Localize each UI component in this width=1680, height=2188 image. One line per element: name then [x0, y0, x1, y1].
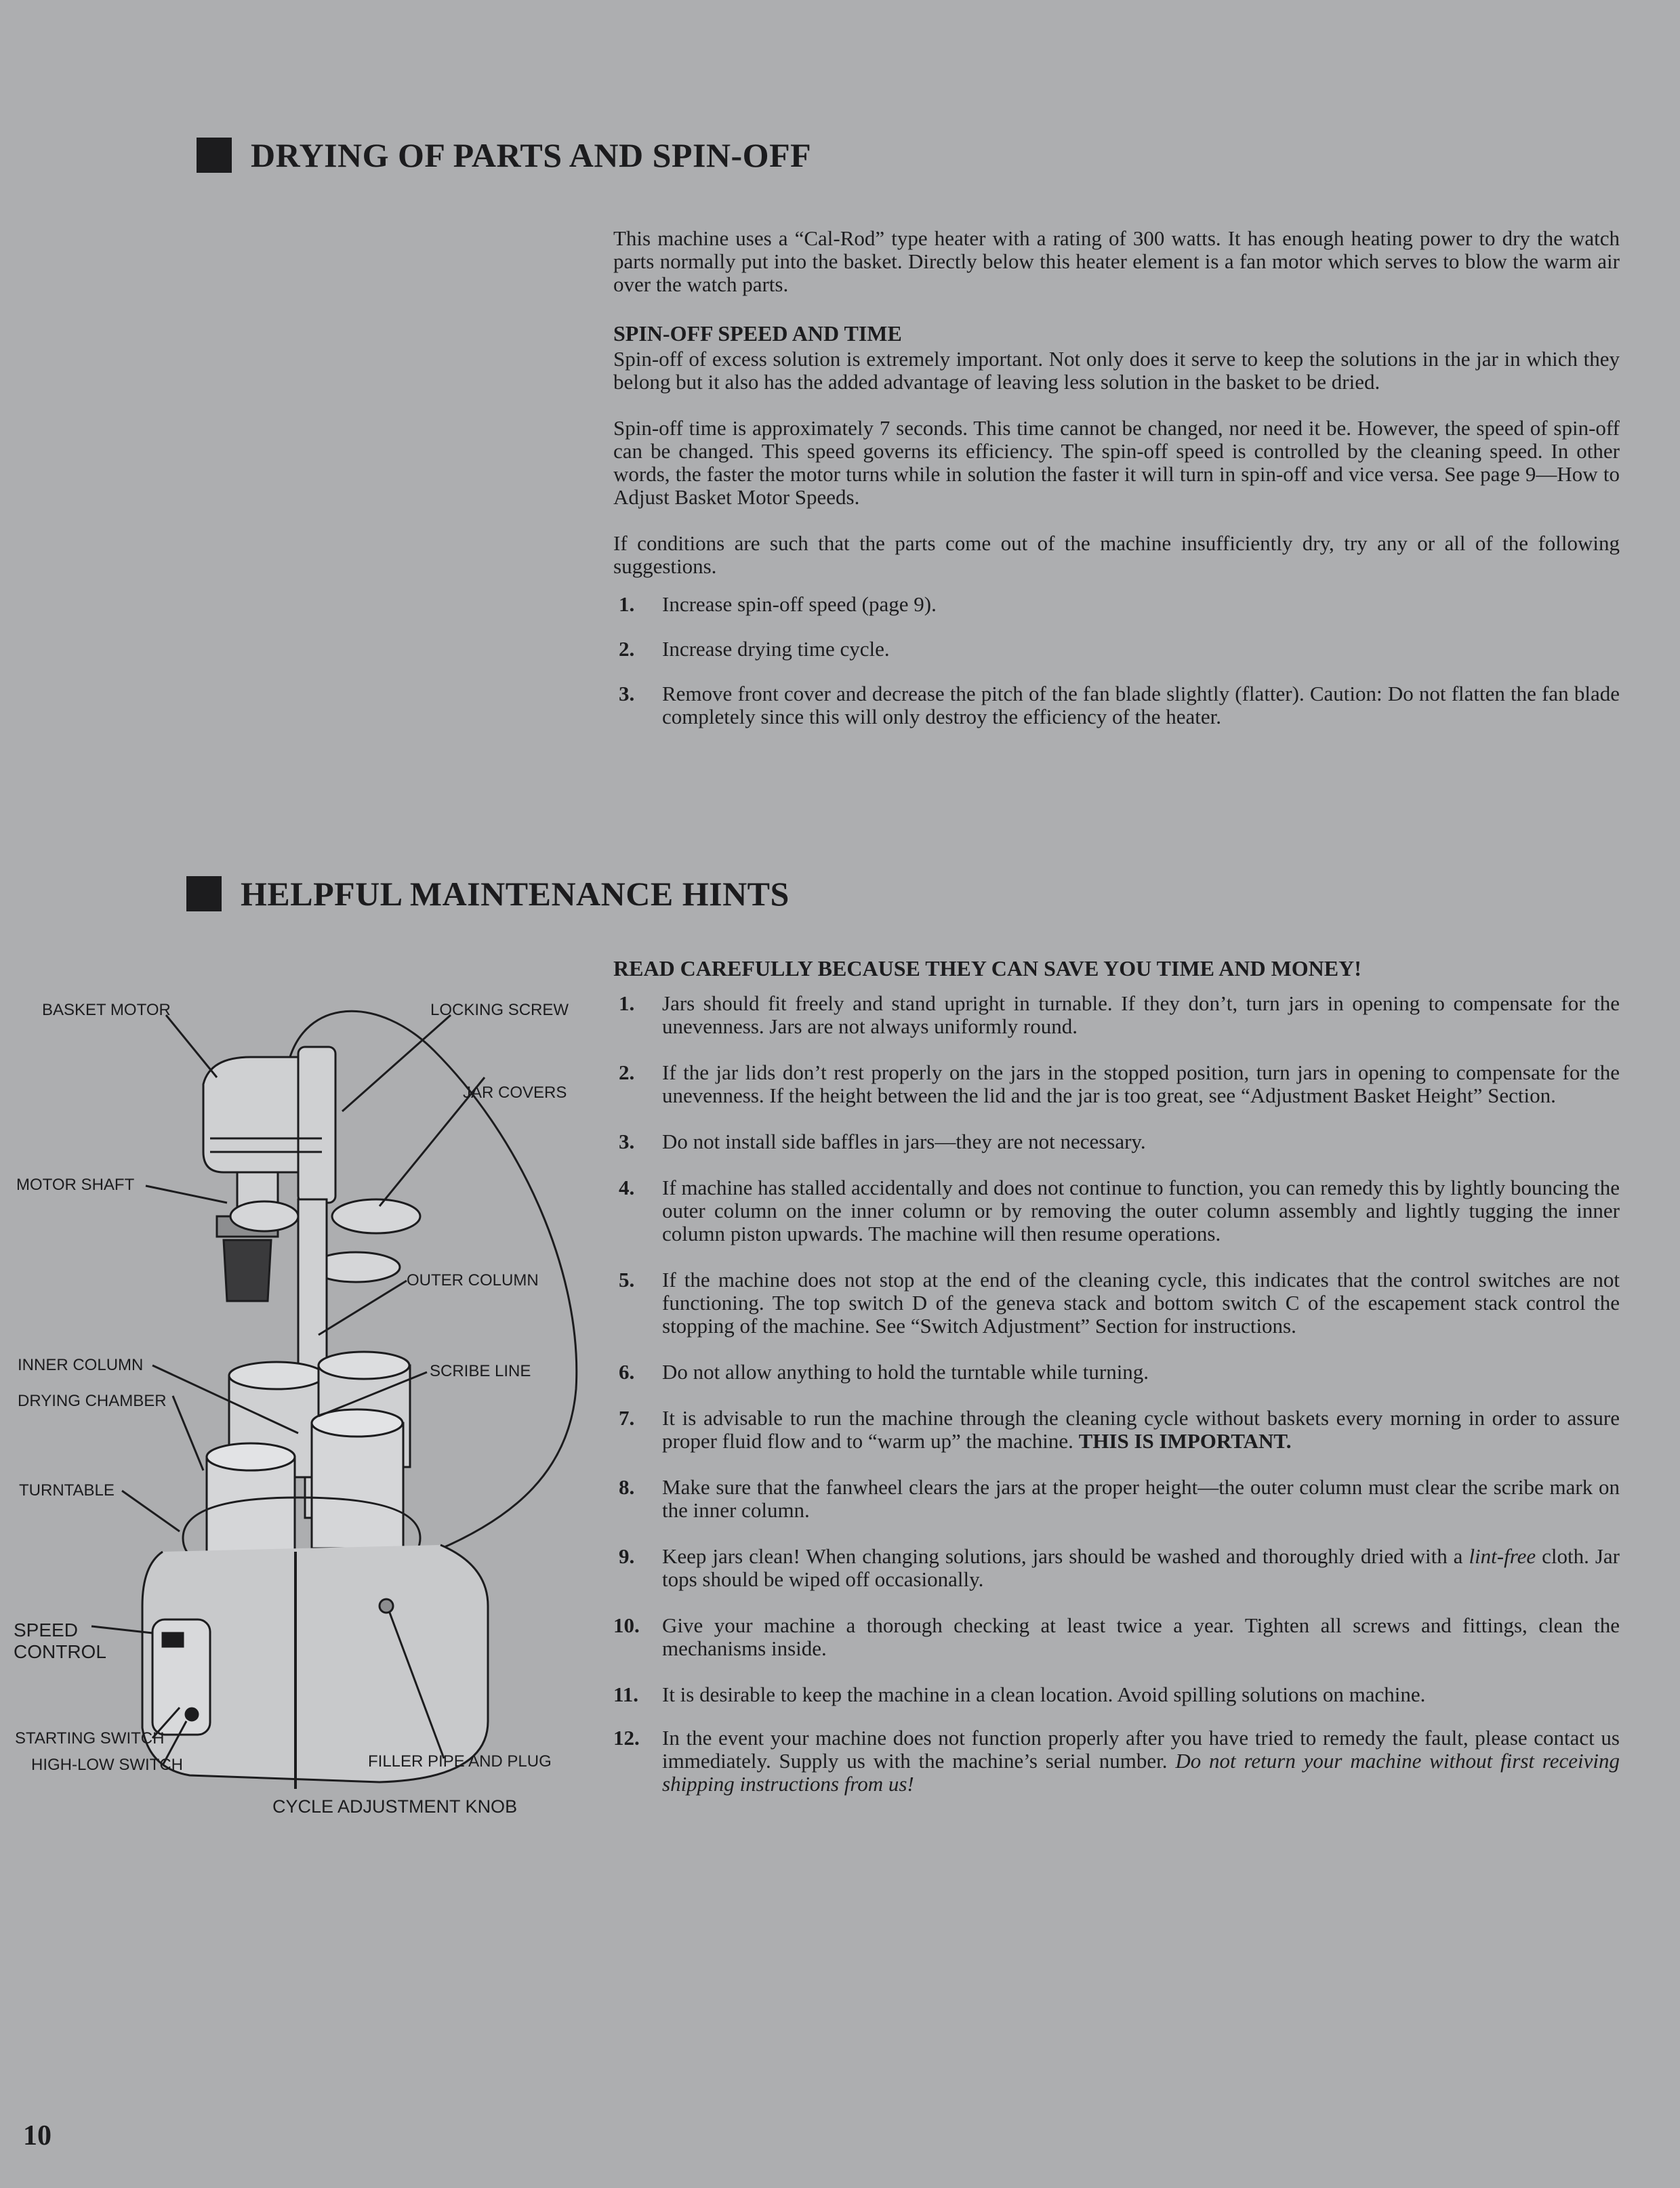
heading-bullet-square — [186, 876, 222, 911]
label-jar-covers: JAR COVERS — [463, 1083, 567, 1102]
item-text: If the jar lids don’t rest properly on the jars in the stopped position, turn jars in opening to compensate for the unevenness. If the height between the lid and the jar is too great, see “Adjustment Basket Height” Section. — [662, 1060, 1620, 1107]
item-text: Jars should fit freely and stand upright in turnable. If they don’t, turn jars in opening to compensate for the unevenness. Jars are not always uniformly round. — [662, 991, 1620, 1038]
item-number: 2. — [619, 637, 635, 661]
item-text: Increase drying time cycle. — [662, 637, 890, 661]
list-item — [613, 1683, 1620, 1706]
list-item — [613, 1727, 1620, 1796]
label-motor-shaft: MOTOR SHAFT — [16, 1176, 135, 1194]
section-title: DRYING OF PARTS AND SPIN-OFF — [251, 136, 812, 174]
column-head-drawing — [298, 1047, 335, 1203]
spin-off-para-1: Spin-off of excess solution is extremely important. Not only does it serve to keep the solutions in the jar in which they belong but it also has the added advantage of leaving less solution in the basket to be dried. — [613, 347, 1620, 394]
hints-list — [613, 992, 1620, 1796]
list-item — [613, 682, 1620, 728]
item-text: Keep jars clean! When changing solutions, jars should be washed and thoroughly dried with a — [662, 1544, 1463, 1568]
item-text: It is desirable to keep the machine in a clean location. Avoid spilling solutions on machine. — [662, 1683, 1426, 1706]
heading-bullet-square — [197, 138, 232, 173]
item-number: 9. — [619, 1544, 635, 1568]
list-item — [613, 1614, 1620, 1660]
label-turntable: TURNTABLE — [19, 1481, 115, 1500]
label-basket-motor: BASKET MOTOR — [42, 1001, 171, 1019]
list-item — [613, 1545, 1620, 1591]
maintenance-subheading: READ CAREFULLY BECAUSE THEY CAN SAVE YOU TIME AND MONEY! — [613, 956, 1361, 981]
item-text: Do not allow anything to hold the turntable while turning. — [662, 1360, 1149, 1384]
list-item — [613, 1130, 1620, 1153]
basket-drawing — [224, 1240, 271, 1301]
list-item — [613, 992, 1620, 1038]
label-speed: SPEED — [14, 1619, 78, 1640]
item-number: 1. — [619, 592, 635, 616]
item-number: 4. — [619, 1176, 635, 1199]
item-number: 3. — [619, 682, 635, 705]
machine-diagram — [0, 955, 590, 1836]
section-heading-maintenance — [186, 874, 790, 913]
item-text: If machine has stalled accidentally and does not continue to function, you can remedy this by lightly bouncing the outer column on the inner column or by removing the outer column assembly and lightly tugging the inner column piston upwards. The machine will then resume operations. — [662, 1176, 1620, 1245]
item-number: 10. — [613, 1613, 640, 1637]
maintenance-column — [613, 957, 1620, 1796]
item-text: In the event your machine does not function properly after you have tried to remedy the fault, please contact us immediately. Supply us with the machine’s serial number. — [662, 1726, 1620, 1773]
item-text: Do not install side baffles in jars—they are not necessary. — [662, 1130, 1146, 1153]
list-item — [613, 1407, 1620, 1453]
list-item — [613, 593, 1620, 616]
important-emphasis: THIS IS IMPORTANT. — [1078, 1429, 1292, 1453]
italic-text: lint-free — [1469, 1544, 1536, 1568]
label-high-low-switch: HIGH-LOW SWITCH — [31, 1756, 183, 1774]
item-number: 12. — [613, 1726, 640, 1750]
label-drying-chamber: DRYING CHAMBER — [18, 1392, 167, 1410]
label-locking-screw: LOCKING SCREW — [430, 1001, 569, 1019]
item-number: 8. — [619, 1475, 635, 1499]
label-filler-pipe: FILLER PIPE AND PLUG — [368, 1752, 552, 1771]
list-item — [613, 1361, 1620, 1384]
jar-drawing — [207, 1457, 295, 1559]
spin-off-para-3: If conditions are such that the parts come out of the machine insufficiently dry, try any or all of the following suggestions. — [613, 531, 1620, 578]
section-title: HELPFUL MAINTENANCE HINTS — [241, 875, 790, 913]
drying-intro: This machine uses a “Cal-Rod” type heater with a rating of 300 watts. It has enough heating power to dry the watch parts normally put into the basket. Directly below this heater element is a fan motor which serves to blow the warm air over the watch parts. — [613, 226, 1620, 296]
item-number: 6. — [619, 1360, 635, 1384]
page-number: 10 — [23, 2120, 52, 2151]
list-item — [613, 1176, 1620, 1245]
item-number: 3. — [619, 1130, 635, 1153]
section-heading-drying — [197, 136, 811, 175]
jar-cover-drawing — [332, 1199, 420, 1233]
italic-warning: Do not return your machine without first receiving shipping instructions from us! — [662, 1749, 1620, 1796]
list-item — [613, 638, 1620, 661]
item-number: 7. — [619, 1406, 635, 1430]
label-starting-switch: STARTING SWITCH — [15, 1729, 165, 1748]
spin-off-para-2: Spin-off time is approximately 7 seconds. This time cannot be changed, nor need it be. However, the speed of spin-off can be changed. This speed governs its efficiency. The spin-off speed is controlled by the cleaning speed. In other words, the faster the motor turns while in solution the faster it will turn in spin-off and vice versa. See page 9—How to Adjust Basket Motor Speeds. — [613, 416, 1620, 509]
label-control: CONTROL — [14, 1641, 106, 1662]
item-text: It is advisable to run the machine through the cleaning cycle without baskets every morning in order to assure proper fluid flow and to “warm up” the machine. — [662, 1406, 1620, 1453]
item-number: 11. — [613, 1683, 639, 1706]
label-cycle-knob: CYCLE ADJUSTMENT KNOB — [272, 1796, 518, 1817]
item-number: 2. — [619, 1060, 635, 1084]
spin-off-subheading: SPIN-OFF SPEED AND TIME — [613, 321, 902, 346]
jar-drawing — [312, 1423, 403, 1548]
suggestion-list — [613, 593, 1620, 728]
label-outer-column: OUTER COLUMN — [407, 1271, 539, 1289]
drying-column — [613, 227, 1620, 728]
item-text: Make sure that the fanwheel clears the jars at the proper height—the outer column must clear the scribe mark on the inner column. — [662, 1475, 1620, 1522]
label-inner-column: INNER COLUMN — [18, 1356, 144, 1374]
item-text: Give your machine a thorough checking at least twice a year. Tighten all screws and fittings, clean the mechanisms inside. — [662, 1613, 1620, 1660]
item-number: 5. — [619, 1268, 635, 1292]
item-text-after: cloth. Jar tops should be wiped off occasionally. — [662, 1544, 1620, 1591]
item-text: If the machine does not stop at the end of the cleaning cycle, this indicates that the control switches are not functioning. The top switch D of the geneva stack and bottom switch C of the escapement stack control the stopping of the machine. See “Switch Adjustment” Section for instructions. — [662, 1268, 1620, 1338]
item-number: 1. — [619, 991, 635, 1015]
list-item — [613, 1061, 1620, 1107]
list-item — [613, 1268, 1620, 1338]
item-text: Increase spin-off speed (page 9). — [662, 592, 937, 616]
list-item — [613, 1476, 1620, 1522]
item-text: Remove front cover and decrease the pitch of the fan blade slightly (flatter). Caution: Do not flatten the fan blade completely since this will only destroy the efficiency of the heater. — [662, 682, 1620, 728]
label-scribe-line: SCRIBE LINE — [430, 1362, 531, 1380]
